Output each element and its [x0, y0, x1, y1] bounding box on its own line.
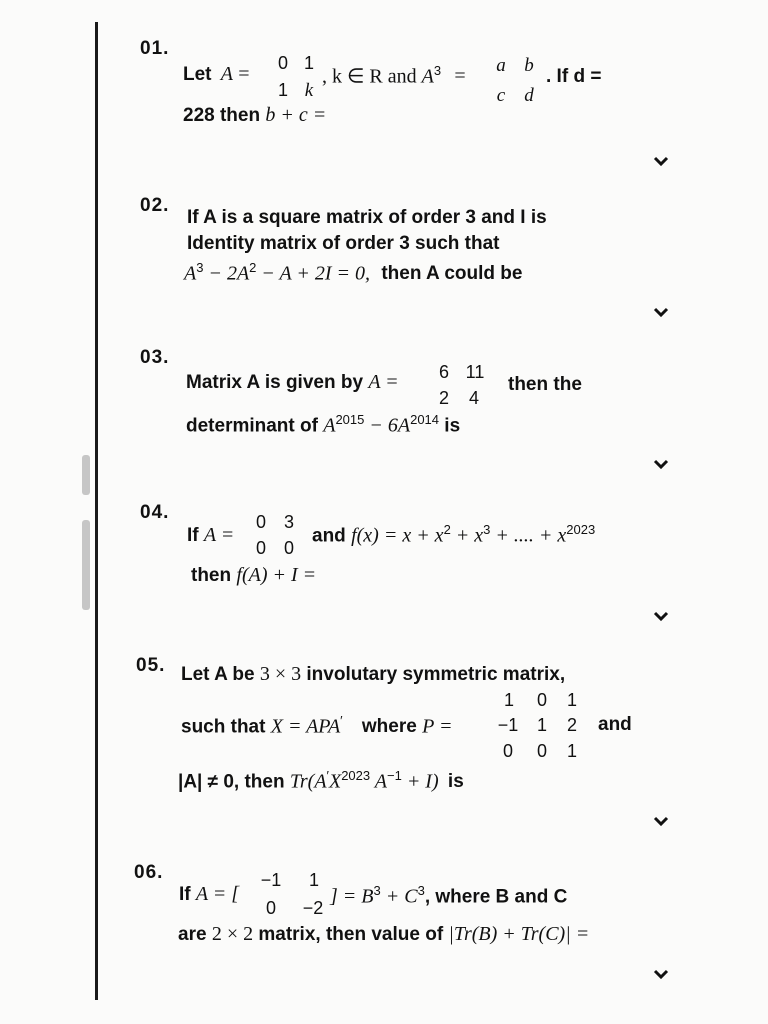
question-number: 02. [140, 195, 170, 216]
question-text: If [187, 525, 204, 546]
question-text: then the [508, 374, 582, 395]
question-6: 06. If A = [ −1 1 0 −2 ] = $B^3 + C^3$, where B and C are 2 × 2 matrix, then value of |Tr(B) + Tr(C)| = [0, 0, 768, 150]
chevron-down-icon[interactable] [652, 610, 670, 622]
matrix-cell: 0 [277, 53, 288, 73]
equation: |A| ≠ 0, then $Tr(A'X^{2023}$ $A^{-1} + I$) is [178, 768, 464, 793]
matrix-cell: 0 [265, 898, 276, 918]
matrix-cell: 4 [468, 388, 479, 408]
matrix-cell: b [524, 55, 534, 76]
question-1: 01. Let A = 0 1 1 k , k ∈ R and $A^3$ = a b c d . If d = 228 then b + c = [0, 0, 768, 150]
matrix-cell: 1 [566, 741, 577, 761]
question-text: such that X = APA′ where P = [181, 713, 453, 738]
scan-mark [82, 455, 90, 495]
matrix-cell: d [524, 85, 534, 106]
matrix-cell: k [304, 80, 314, 101]
matrix-cell: 0 [502, 741, 513, 761]
matrix-cell: −1 [497, 715, 519, 735]
equation: $A^3 - 2A^2 - A + 2I = 0$, then A could be [184, 260, 523, 285]
matrix-cell: 1 [308, 870, 319, 890]
equation: ] = $B^3 + C^3$, where B and C [330, 883, 568, 908]
question-text: and [598, 714, 632, 735]
matrix-cell: 11 [465, 362, 485, 382]
matrix-cell: 3 [283, 512, 294, 532]
matrix-cell: 1 [566, 690, 577, 710]
margin-rule [95, 22, 98, 1000]
chevron-down-icon[interactable] [652, 306, 670, 318]
matrix-cell: c [496, 85, 506, 106]
question-text: Let A be 3 × 3 involutary symmetric matrix, [181, 663, 566, 685]
question-number: 05. [136, 655, 166, 676]
matrix-cell: 2 [566, 715, 577, 735]
matrix-cell: 1 [303, 53, 314, 73]
question-text: Matrix A is given by [186, 372, 369, 393]
question-text: Let A = [183, 63, 250, 85]
matrix-cell: −1 [260, 870, 282, 890]
question-text: 228 then [183, 105, 266, 126]
question-3: 03. Matrix A is given by A = 6 11 2 4 then the determinant of $A^{2015} - 6A^{2014}$ is [0, 0, 768, 150]
matrix-cell: 1 [503, 690, 514, 710]
equation: and $f(x) = x + x^2 + x^3$ + .... + $x^{2023}$ [312, 522, 596, 547]
question-text: Identity matrix of order 3 such that [187, 233, 500, 254]
chevron-down-icon[interactable] [652, 968, 670, 980]
question-number: 01. [140, 38, 170, 59]
question-text: . If d = [546, 66, 602, 87]
matrix-cell: 0 [536, 690, 547, 710]
question-text: If A is a square matrix of order 3 and I is [187, 207, 547, 228]
chevron-down-icon[interactable] [652, 815, 670, 827]
matrix-cell: 0 [283, 538, 294, 558]
question-text: are 2 × 2 matrix, then value of |Tr(B) + Tr(C)| = [178, 923, 590, 945]
question-number: 06. [134, 862, 164, 883]
matrix-cell: 2 [438, 388, 449, 408]
matrix-cell: 1 [536, 715, 547, 735]
scan-mark [82, 520, 90, 610]
chevron-down-icon[interactable] [652, 458, 670, 470]
question-number: 03. [140, 347, 170, 368]
question-number: 04. [140, 502, 170, 523]
matrix-cell: a [496, 55, 506, 76]
matrix-cell: −2 [302, 898, 324, 918]
matrix-cell: 0 [536, 741, 547, 761]
matrix-cell: 0 [255, 538, 266, 558]
matrix-cell: 6 [438, 362, 449, 382]
question-text: determinant of $A^{2015} - 6A^{2014}$ is [186, 412, 461, 437]
question-4: 04. If A = 0 3 0 0 and $f(x) = x + x^2 + x^3$ + .... + $x^{2023}$ then f(A) + I = [0, 0, 768, 150]
question-text: , k ∈ R and [322, 65, 422, 88]
question-text: then f(A) + I = [191, 564, 317, 586]
matrix-cell: 1 [277, 80, 288, 100]
matrix-cell: 0 [255, 512, 266, 532]
chevron-down-icon[interactable] [652, 155, 670, 167]
question-text: If [179, 884, 196, 905]
